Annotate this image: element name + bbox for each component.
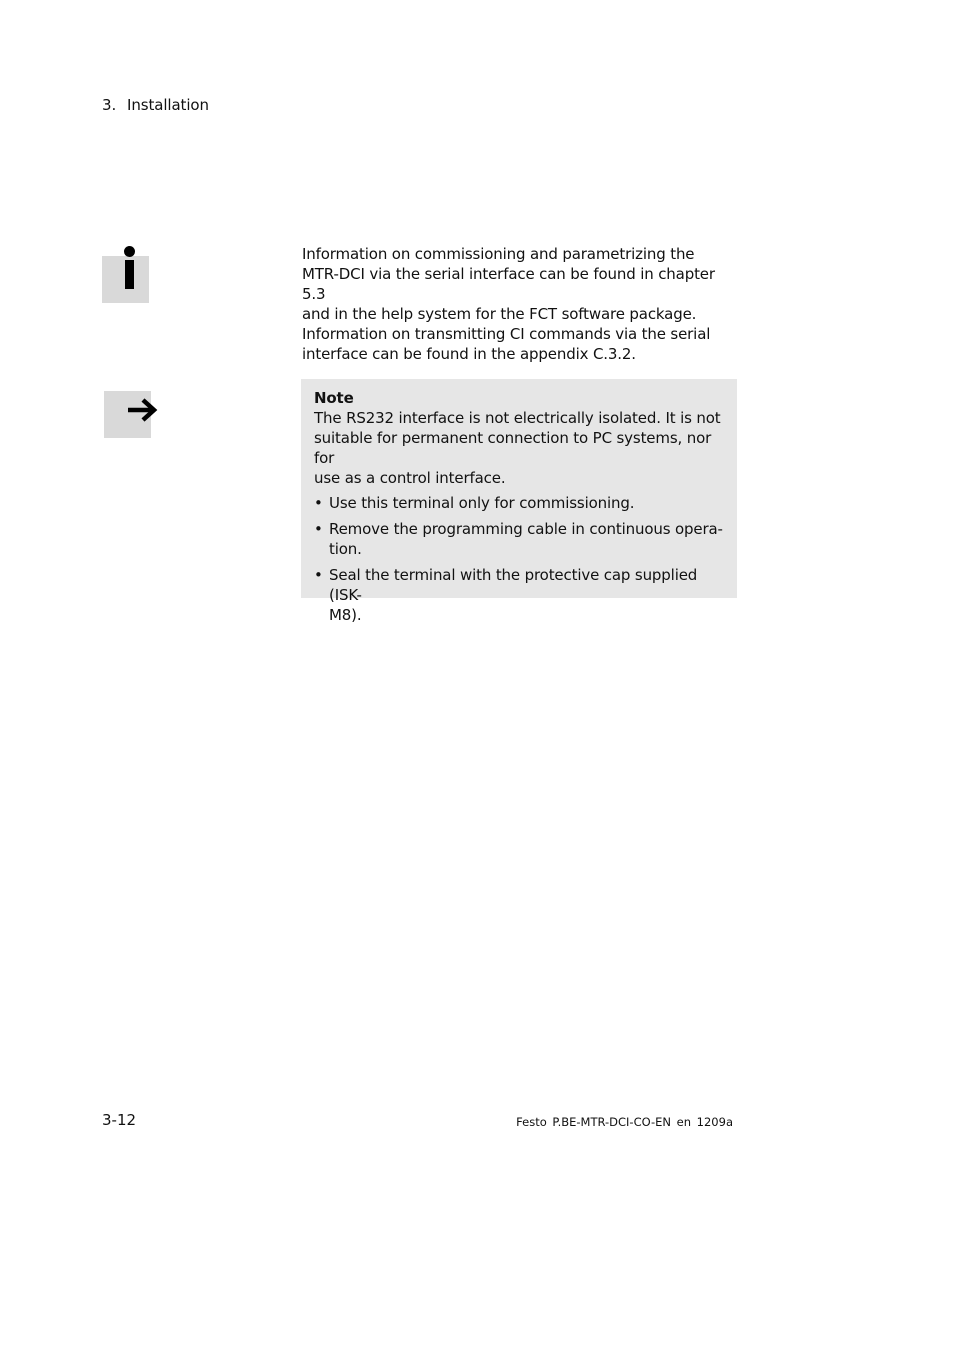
- page-header: [102, 95, 209, 115]
- bullet: •: [314, 520, 323, 538]
- note-line: The RS232 interface is not electrically isolated. It is not: [314, 409, 721, 427]
- document-id: Festo P.BE-MTR-DCI-CO-EN en 1209a: [516, 1115, 733, 1129]
- page-number: 3-12: [102, 1111, 137, 1129]
- chapter-title: Installation: [127, 96, 209, 114]
- bullet: •: [314, 566, 323, 584]
- note-line: use as a control interface.: [314, 469, 506, 487]
- note-title: Note: [314, 389, 354, 407]
- bullet: •: [314, 494, 323, 512]
- list-item: [314, 519, 725, 559]
- info-line: Information on transmitting CI commands via the serial: [302, 325, 711, 343]
- info-paragraph: [302, 244, 742, 364]
- arrow-right-icon: [104, 391, 151, 438]
- list-item-line: Use this terminal only for commissioning.: [329, 494, 635, 512]
- info-line: and in the help system for the FCT software package.: [302, 305, 697, 323]
- note-box: [301, 379, 737, 624]
- list-item-line: Remove the programming cable in continuous opera-: [329, 520, 723, 538]
- info-line: MTR-DCI via the serial interface can be found in chapter 5.3: [302, 265, 715, 303]
- list-item: [314, 493, 725, 513]
- note-list: [314, 493, 725, 625]
- list-item-line: tion.: [329, 540, 362, 558]
- note-body: [314, 408, 725, 488]
- info-line: Information on commissioning and parametrizing the: [302, 245, 695, 263]
- list-item: [314, 565, 725, 625]
- note-line: suitable for permanent connection to PC systems, nor for: [314, 429, 712, 467]
- chapter-number: 3.: [102, 96, 117, 114]
- list-item-line: M8).: [329, 606, 362, 624]
- list-item-line: Seal the terminal with the protective cap supplied (ISK-: [329, 566, 698, 604]
- info-icon: [102, 246, 149, 303]
- info-line: interface can be found in the appendix C.3.2.: [302, 345, 636, 363]
